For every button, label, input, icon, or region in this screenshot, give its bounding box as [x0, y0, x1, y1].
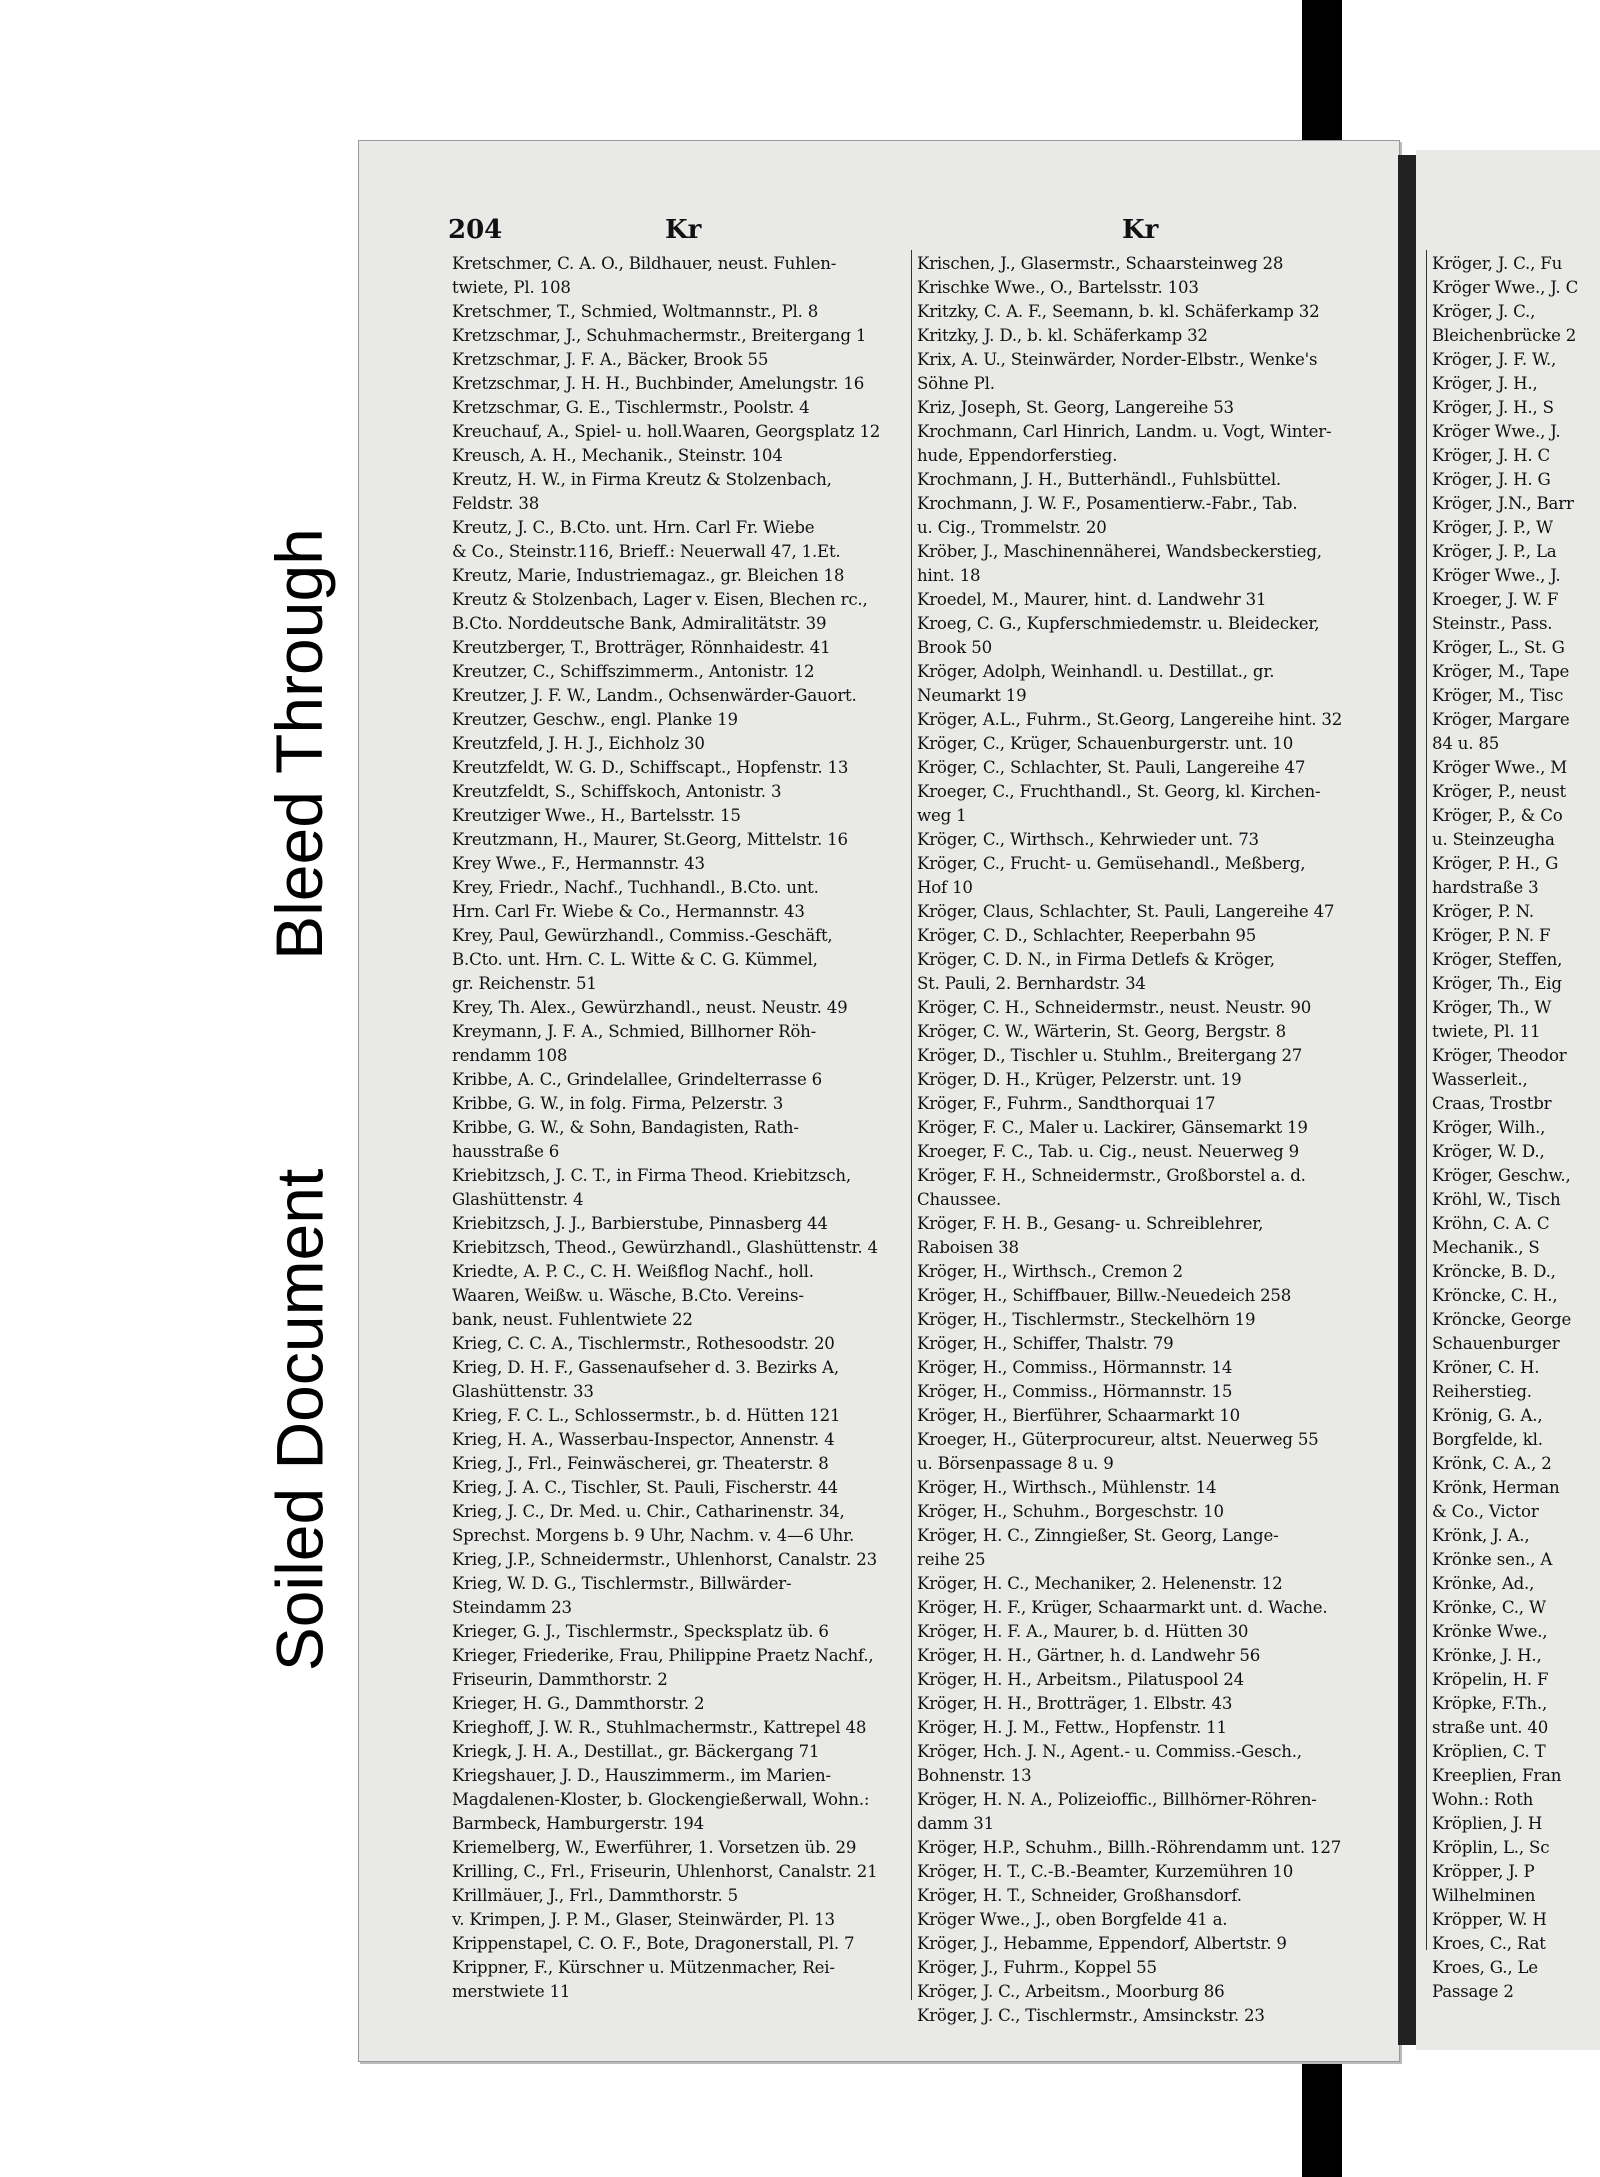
directory-entry-line: Kreeplien, Fran	[1432, 1766, 1562, 1785]
directory-entry-line: Krieger, H. G., Dammthorstr. 2	[452, 1694, 705, 1713]
directory-entry-line: weg 1	[917, 806, 967, 825]
directory-entry-line: Kroes, G., Le	[1432, 1958, 1538, 1977]
directory-entry-line: Kreutzberger, T., Brotträger, Rönnhaidestr. 41	[452, 638, 831, 657]
directory-entry-line: Kröger, Theodor	[1432, 1046, 1567, 1065]
directory-entry-line: Kroedel, M., Maurer, hint. d. Landwehr 31	[917, 590, 1267, 609]
directory-entry-line: Kröger, H. H., Arbeitsm., Pilatuspool 24	[917, 1670, 1244, 1689]
header-right: Kr	[1122, 215, 1159, 245]
directory-entry-line: Kröger, C., Krüger, Schauenburgerstr. unt. 10	[917, 734, 1294, 753]
directory-entry-line: Kröhl, W., Tisch	[1432, 1190, 1561, 1209]
directory-entry-line: reihe 25	[917, 1550, 986, 1569]
directory-entry-line: Wilhelminen	[1432, 1886, 1536, 1905]
directory-entry-line: Kröger, Steffen,	[1432, 950, 1563, 969]
directory-entry-line: Kreutzer, C., Schiffszimmerm., Antonistr. 12	[452, 662, 815, 681]
directory-entry-line: Krönig, G. A.,	[1432, 1406, 1543, 1425]
directory-entry-line: Kröger, J. H.,	[1432, 374, 1538, 393]
directory-entry-line: Kreutzer, Geschw., engl. Planke 19	[452, 710, 738, 729]
directory-entry-line: Kröber, J., Maschinennäherei, Wandsbeckerstieg,	[917, 542, 1322, 561]
directory-entry-line: Kreusch, A. H., Mechanik., Steinstr. 104	[452, 446, 783, 465]
directory-entry-line: Kröger, J. H. C	[1432, 446, 1551, 465]
column-next-page	[1432, 252, 1600, 2004]
directory-entry-line: Kröger, C., Frucht- u. Gemüsehandl., Meßberg,	[917, 854, 1306, 873]
directory-entry-line: Krippenstapel, C. O. F., Bote, Dragonerstall, Pl. 7	[452, 1934, 855, 1953]
directory-entry-line: Hof 10	[917, 878, 973, 897]
directory-entry-line: Kröger, J. C., Tischlermstr., Amsinckstr. 23	[917, 2006, 1265, 2025]
directory-entry-line: u. Steinzeugha	[1432, 830, 1555, 849]
directory-entry-line: Kröger, J. C.,	[1432, 302, 1536, 321]
directory-entry-line: Krieg, H. A., Wasserbau-Inspector, Annenstr. 4	[452, 1430, 835, 1449]
directory-entry-line: Kröhn, C. A. C	[1432, 1214, 1550, 1233]
directory-entry-line: merstwiete 11	[452, 1982, 571, 2001]
directory-entry-line: Glashüttenstr. 4	[452, 1190, 584, 1209]
directory-entry-line: Kröger, Claus, Schlachter, St. Pauli, Langereihe 47	[917, 902, 1335, 921]
directory-entry-line: Kreutzfeld, J. H. J., Eichholz 30	[452, 734, 705, 753]
directory-entry-line: Steinstr., Pass.	[1432, 614, 1553, 633]
directory-entry-line: Brook 50	[917, 638, 992, 657]
directory-entry-line: Kribbe, A. C., Grindelallee, Grindelterrasse 6	[452, 1070, 823, 1089]
directory-entry-line: Kröger, H. T., Schneider, Großhansdorf.	[917, 1886, 1242, 1905]
directory-entry-line: Kreutz, H. W., in Firma Kreutz & Stolzenbach,	[452, 470, 832, 489]
directory-entry-line: Krochmann, Carl Hinrich, Landm. u. Vogt, Winter-	[917, 422, 1332, 441]
directory-entry-line: Kretzschmar, J. F. A., Bäcker, Brook 55	[452, 350, 769, 369]
directory-entry-line: St. Pauli, 2. Bernhardstr. 34	[917, 974, 1146, 993]
directory-entry-line: hude, Eppendorferstieg.	[917, 446, 1118, 465]
directory-entry-line: Krochmann, J. H., Butterhändl., Fuhlsbüttel.	[917, 470, 1282, 489]
directory-entry-line: twiete, Pl. 11	[1432, 1022, 1541, 1041]
bleed-through-label	[240, 447, 358, 1040]
directory-entry-line: Wohn.: Roth	[1432, 1790, 1534, 1809]
directory-entry-line: Kriegshauer, J. D., Hauszimmerm., im Marien-	[452, 1766, 831, 1785]
directory-entry-line: hardstraße 3	[1432, 878, 1539, 897]
directory-entry-line: Chaussee.	[917, 1190, 1002, 1209]
directory-entry-line: v. Krimpen, J. P. M., Glaser, Steinwärder, Pl. 13	[452, 1910, 835, 1929]
directory-entry-line: hausstraße 6	[452, 1142, 560, 1161]
directory-entry-line: Krieg, C. C. A., Tischlermstr., Rothesoodstr. 20	[452, 1334, 835, 1353]
directory-entry-line: Kröger, H., Bierführer, Schaarmarkt 10	[917, 1406, 1241, 1425]
directory-entry-line: u. Cig., Trommelstr. 20	[917, 518, 1107, 537]
directory-entry-line: Kröger, H. N. A., Polizeioffic., Billhörner-Röhren-	[917, 1790, 1317, 1809]
directory-entry-line: Kröger, H., Tischlermstr., Steckelhörn 19	[917, 1310, 1256, 1329]
directory-entry-line: Kritzky, C. A. F., Seemann, b. kl. Schäferkamp 32	[917, 302, 1320, 321]
directory-entry-line: Kröger, A.L., Fuhrm., St.Georg, Langereihe hint. 32	[917, 710, 1343, 729]
directory-entry-line: Kröger, H. F. A., Maurer, b. d. Hütten 30	[917, 1622, 1249, 1641]
directory-entry-line: & Co., Steinstr.116, Brieff.: Neuerwall 47, 1.Et.	[452, 542, 841, 561]
directory-entry-line: Kröpelin, H. F	[1432, 1670, 1549, 1689]
directory-entry-line: Kröger, F. C., Maler u. Lackirer, Gänsemarkt 19	[917, 1118, 1308, 1137]
directory-entry-line: Kröner, C. H.	[1432, 1358, 1540, 1377]
directory-entry-line: Kroeger, C., Fruchthandl., St. Georg, kl. Kirchen-	[917, 782, 1321, 801]
directory-entry-line: Krönk, C. A., 2	[1432, 1454, 1552, 1473]
directory-entry-line: Krieg, J., Frl., Feinwäscherei, gr. Theaterstr. 8	[452, 1454, 829, 1473]
directory-entry-line: Kröger, L., St. G	[1432, 638, 1565, 657]
directory-entry-line: Kröger, C., Schlachter, St. Pauli, Langereihe 47	[917, 758, 1306, 777]
directory-entry-line: Waaren, Weißw. u. Wäsche, B.Cto. Vereins-	[452, 1286, 804, 1305]
directory-entry-line: bank, neust. Fuhlentwiete 22	[452, 1310, 693, 1329]
directory-entry-line: Kroes, C., Rat	[1432, 1934, 1546, 1953]
directory-entry-line: Barmbeck, Hamburgerstr. 194	[452, 1814, 704, 1833]
directory-entry-line: Bleichenbrücke 2	[1432, 326, 1577, 345]
directory-entry-line: Kröger, J. P., W	[1432, 518, 1553, 537]
directory-entry-line: Kröger, C. H., Schneidermstr., neust. Neustr. 90	[917, 998, 1312, 1017]
directory-entry-line: Kröger, H., Schiffbauer, Billw.-Neuedeich 258	[917, 1286, 1292, 1305]
directory-entry-line: Krieger, G. J., Tischlermstr., Specksplatz üb. 6	[452, 1622, 829, 1641]
directory-entry-line: Kribbe, G. W., & Sohn, Bandagisten, Rath-	[452, 1118, 799, 1137]
directory-entry-line: Kröger, P. N.	[1432, 902, 1534, 921]
directory-entry-line: Kriebitzsch, J. J., Barbierstube, Pinnasberg 44	[452, 1214, 828, 1233]
directory-entry-line: Krochmann, J. W. F., Posamentierw.-Fabr., Tab.	[917, 494, 1298, 513]
page-gutter-line	[1426, 250, 1427, 1950]
directory-entry-line: Kriebitzsch, J. C. T., in Firma Theod. Kriebitzsch,	[452, 1166, 851, 1185]
directory-entry-line: Bohnenstr. 13	[917, 1766, 1032, 1785]
directory-entry-line: Krillmäuer, J., Frl., Dammthorstr. 5	[452, 1886, 738, 1905]
directory-entry-line: Feldstr. 38	[452, 494, 540, 513]
directory-entry-line: Kreutzfeldt, S., Schiffskoch, Antonistr. 3	[452, 782, 782, 801]
directory-entry-line: Kröger, J.N., Barr	[1432, 494, 1574, 513]
directory-entry-line: Hrn. Carl Fr. Wiebe & Co., Hermannstr. 43	[452, 902, 805, 921]
directory-entry-line: Kröger, H. C., Mechaniker, 2. Helenenstr. 12	[917, 1574, 1283, 1593]
directory-entry-line: Kriz, Joseph, St. Georg, Langereihe 53	[917, 398, 1234, 417]
directory-entry-line: Kröger, J., Fuhrm., Koppel 55	[917, 1958, 1157, 1977]
directory-entry-line: Kröger, H. J. M., Fettw., Hopfenstr. 11	[917, 1718, 1227, 1737]
directory-entry-line: Craas, Trostbr	[1432, 1094, 1552, 1113]
directory-entry-line: Kröger Wwe., M	[1432, 758, 1568, 777]
directory-entry-line: Kröger, C. W., Wärterin, St. Georg, Bergstr. 8	[917, 1022, 1286, 1041]
directory-entry-line: Krieg, D. H. F., Gassenaufseher d. 3. Bezirks A,	[452, 1358, 839, 1377]
directory-entry-line: Krieg, J. A. C., Tischler, St. Pauli, Fischerstr. 44	[452, 1478, 839, 1497]
directory-entry-line: Kröger, Margare	[1432, 710, 1570, 729]
directory-entry-line: Kröger, J. C., Arbeitsm., Moorburg 86	[917, 1982, 1225, 2001]
directory-entry-line: twiete, Pl. 108	[452, 278, 571, 297]
directory-entry-line: Kröger, H., Commiss., Hörmannstr. 15	[917, 1382, 1233, 1401]
directory-entry-line: Kröger, H.P., Schuhm., Billh.-Röhrendamm unt. 127	[917, 1838, 1342, 1857]
column-middle	[917, 252, 1379, 2028]
directory-entry-line: Kröger, H., Schiffer, Thalstr. 79	[917, 1334, 1174, 1353]
page-edge	[1398, 155, 1416, 2045]
directory-entry-line: Kreutz, J. C., B.Cto. unt. Hrn. Carl Fr. Wiebe	[452, 518, 815, 537]
directory-entry-line: Krieg, J. C., Dr. Med. u. Chir., Catharinenstr. 34,	[452, 1502, 845, 1521]
directory-entry-line: Kreutzer, J. F. W., Landm., Ochsenwärder-Gauort.	[452, 686, 857, 705]
directory-entry-line: Kröger, D. H., Krüger, Pelzerstr. unt. 19	[917, 1070, 1242, 1089]
directory-entry-line: Kröger, F. H., Schneidermstr., Großborstel a. d.	[917, 1166, 1306, 1185]
directory-entry-line: Krieger, Friederike, Frau, Philippine Praetz Nachf.,	[452, 1646, 874, 1665]
directory-entry-line: Kröncke, B. D.,	[1432, 1262, 1556, 1281]
directory-entry-line: Neumarkt 19	[917, 686, 1027, 705]
directory-entry-line: Kröger, M., Tisc	[1432, 686, 1564, 705]
directory-entry-line: Kroeger, H., Güterprocureur, altst. Neuerweg 55	[917, 1430, 1319, 1449]
column-divider	[911, 250, 912, 2000]
soiled-document-label	[240, 1127, 358, 1713]
directory-entry-line: Krönke sen., A	[1432, 1550, 1553, 1569]
directory-entry-line: Magdalenen-Kloster, b. Glockengießerwall, Wohn.:	[452, 1790, 870, 1809]
directory-entry-line: Kröpke, F.Th.,	[1432, 1694, 1548, 1713]
directory-entry-line: Kretzschmar, G. E., Tischlermstr., Poolstr. 4	[452, 398, 810, 417]
directory-entry-line: Kreutz & Stolzenbach, Lager v. Eisen, Blechen rc.,	[452, 590, 868, 609]
directory-entry-line: Kröger, H. T., C.-B.-Beamter, Kurzemühren 10	[917, 1862, 1294, 1881]
directory-entry-line: Söhne Pl.	[917, 374, 995, 393]
directory-entry-line: Kröpper, J. P	[1432, 1862, 1535, 1881]
directory-entry-line: Kröger, J. P., La	[1432, 542, 1557, 561]
soiled-document-text: Soiled Document	[262, 1168, 337, 1672]
directory-entry-line: Kröger, M., Tape	[1432, 662, 1570, 681]
directory-entry-line: Kröger, H. H., Gärtner, h. d. Landwehr 56	[917, 1646, 1261, 1665]
directory-entry-line: hint. 18	[917, 566, 981, 585]
directory-entry-line: Krieghoff, J. W. R., Stuhlmachermstr., Kattrepel 48	[452, 1718, 867, 1737]
header-left: Kr	[665, 215, 702, 245]
directory-entry-line: B.Cto. unt. Hrn. C. L. Witte & C. G. Kümmel,	[452, 950, 818, 969]
directory-entry-line: straße unt. 40	[1432, 1718, 1549, 1737]
directory-entry-line: Kroeger, F. C., Tab. u. Cig., neust. Neuerweg 9	[917, 1142, 1299, 1161]
directory-entry-line: Friseurin, Dammthorstr. 2	[452, 1670, 668, 1689]
directory-entry-line: Mechanik., S	[1432, 1238, 1540, 1257]
directory-entry-line: Kröger, H., Commiss., Hörmannstr. 14	[917, 1358, 1233, 1377]
directory-entry-line: rendamm 108	[452, 1046, 568, 1065]
directory-entry-line: Kröger, W. D.,	[1432, 1142, 1545, 1161]
directory-entry-line: Kröger, P. N. F	[1432, 926, 1551, 945]
directory-entry-line: Kröger, C., Wirthsch., Kehrwieder unt. 73	[917, 830, 1259, 849]
directory-entry-line: Kröger, J. C., Fu	[1432, 254, 1563, 273]
directory-entry-line: Krix, A. U., Steinwärder, Norder-Elbstr., Wenke's	[917, 350, 1318, 369]
directory-entry-line: Krönke, Ad.,	[1432, 1574, 1535, 1593]
bleed-through-text: Bleed Through	[262, 527, 336, 960]
directory-entry-line: Krieg, J.P., Schneidermstr., Uhlenhorst, Canalstr. 23	[452, 1550, 877, 1569]
directory-entry-line: Kroeg, C. G., Kupferschmiedemstr. u. Bleidecker,	[917, 614, 1320, 633]
directory-entry-line: Kröncke, C. H.,	[1432, 1286, 1558, 1305]
directory-entry-line: Kröger, H., Wirthsch., Mühlenstr. 14	[917, 1478, 1217, 1497]
directory-entry-line: Kröger Wwe., J., oben Borgfelde 41 a.	[917, 1910, 1228, 1929]
directory-entry-line: Kröger, Adolph, Weinhandl. u. Destillat., gr.	[917, 662, 1275, 681]
directory-entry-line: Kröger, Hch. J. N., Agent.- u. Commiss.-Gesch.,	[917, 1742, 1302, 1761]
directory-entry-line: Kröplin, L., Sc	[1432, 1838, 1550, 1857]
directory-entry-line: Kretschmer, T., Schmied, Woltmannstr., Pl. 8	[452, 302, 819, 321]
directory-entry-line: Krey, Paul, Gewürzhandl., Commiss.-Geschäft,	[452, 926, 833, 945]
directory-entry-line: Kretschmer, C. A. O., Bildhauer, neust. Fuhlen-	[452, 254, 837, 273]
directory-entry-line: damm 31	[917, 1814, 994, 1833]
directory-entry-line: Kröger, J. H., S	[1432, 398, 1554, 417]
page-number: 204	[448, 215, 503, 245]
directory-entry-line: Krönk, Herman	[1432, 1478, 1560, 1497]
directory-entry-line: Kröger, J. F. W.,	[1432, 350, 1557, 369]
directory-entry-line: Kriegk, J. H. A., Destillat., gr. Bäckergang 71	[452, 1742, 820, 1761]
directory-entry-line: Kröger, Wilh.,	[1432, 1118, 1546, 1137]
directory-entry-line: Krönke Wwe.,	[1432, 1622, 1548, 1641]
directory-entry-line: Borgfelde, kl.	[1432, 1430, 1543, 1449]
directory-entry-line: Steindamm 23	[452, 1598, 572, 1617]
directory-entry-line: Krönk, J. A.,	[1432, 1526, 1530, 1545]
directory-entry-line: Kröger Wwe., J. C	[1432, 278, 1579, 297]
directory-entry-line: gr. Reichenstr. 51	[452, 974, 597, 993]
directory-entry-line: Krippner, F., Kürschner u. Mützenmacher, Rei-	[452, 1958, 835, 1977]
directory-entry-line: Raboisen 38	[917, 1238, 1019, 1257]
directory-entry-line: Kröger, F. H. B., Gesang- u. Schreiblehrer,	[917, 1214, 1264, 1233]
directory-entry-line: B.Cto. Norddeutsche Bank, Admiralitätstr. 39	[452, 614, 827, 633]
directory-entry-line: Kröger, D., Tischler u. Stuhlm., Breitergang 27	[917, 1046, 1303, 1065]
directory-entry-line: Kröger Wwe., J.	[1432, 566, 1561, 585]
directory-entry-line: Kroeger, J. W. F	[1432, 590, 1559, 609]
directory-entry-line: Kröger, H. H., Brotträger, 1. Elbstr. 43	[917, 1694, 1233, 1713]
directory-entry-line: Kribbe, G. W., in folg. Firma, Pelzerstr. 3	[452, 1094, 784, 1113]
column-left	[452, 252, 906, 2004]
directory-entry-line: Krey, Friedr., Nachf., Tuchhandl., B.Cto. unt.	[452, 878, 819, 897]
directory-entry-line: Krey Wwe., F., Hermannstr. 43	[452, 854, 705, 873]
directory-entry-line: Kreuchauf, A., Spiel- u. holl.Waaren, Georgsplatz 12	[452, 422, 881, 441]
directory-entry-line: Krieg, F. C. L., Schlossermstr., b. d. Hütten 121	[452, 1406, 841, 1425]
directory-entry-line: Kreutzmann, H., Maurer, St.Georg, Mittelstr. 16	[452, 830, 848, 849]
directory-entry-line: Kröger, J. H. G	[1432, 470, 1551, 489]
directory-entry-line: Kröger, H. C., Zinngießer, St. Georg, Lange-	[917, 1526, 1279, 1545]
directory-entry-line: Kröplien, J. H	[1432, 1814, 1543, 1833]
directory-entry-line: Kröger, P., & Co	[1432, 806, 1563, 825]
directory-entry-line: Kröger, H., Wirthsch., Cremon 2	[917, 1262, 1183, 1281]
directory-entry-line: Kritzky, J. D., b. kl. Schäferkamp 32	[917, 326, 1208, 345]
binding-shadow	[1302, 0, 1342, 150]
directory-entry-line: Kreutziger Wwe., H., Bartelsstr. 15	[452, 806, 741, 825]
directory-entry-line: Kröger Wwe., J.	[1432, 422, 1561, 441]
directory-entry-line: Kröger, C. D. N., in Firma Detlefs & Kröger,	[917, 950, 1275, 969]
directory-entry-line: Wasserleit.,	[1432, 1070, 1528, 1089]
directory-entry-line: Kreymann, J. F. A., Schmied, Billhorner Röh-	[452, 1022, 817, 1041]
directory-entry-line: Passage 2	[1432, 1982, 1514, 2001]
directory-entry-line: Kröger, P. H., G	[1432, 854, 1559, 873]
directory-entry-line: Krieg, W. D. G., Tischlermstr., Billwärder-	[452, 1574, 792, 1593]
directory-entry-line: Kreutz, Marie, Industriemagaz., gr. Bleichen 18	[452, 566, 845, 585]
directory-entry-line: Kreutzfeldt, W. G. D., Schiffscapt., Hopfenstr. 13	[452, 758, 849, 777]
directory-entry-line: Kröpper, W. H	[1432, 1910, 1547, 1929]
directory-entry-line: Kretzschmar, J., Schuhmachermstr., Breitergang 1	[452, 326, 867, 345]
directory-entry-line: Krönke, J. H.,	[1432, 1646, 1542, 1665]
directory-entry-line: Kröger, J., Hebamme, Eppendorf, Albertstr. 9	[917, 1934, 1287, 1953]
directory-entry-line: Kriebitzsch, Theod., Gewürzhandl., Glashüttenstr. 4	[452, 1238, 878, 1257]
directory-entry-line: u. Börsenpassage 8 u. 9	[917, 1454, 1114, 1473]
directory-entry-line: Sprechst. Morgens b. 9 Uhr, Nachm. v. 4—6 Uhr.	[452, 1526, 855, 1545]
directory-entry-line: Kröplien, C. T	[1432, 1742, 1546, 1761]
directory-entry-line: Kröger, Th., W	[1432, 998, 1552, 1017]
directory-entry-line: Krischke Wwe., O., Bartelsstr. 103	[917, 278, 1199, 297]
directory-entry-line: Kröger, C. D., Schlachter, Reeperbahn 95	[917, 926, 1257, 945]
directory-entry-line: Kriemelberg, W., Ewerführer, 1. Vorsetzen üb. 29	[452, 1838, 857, 1857]
directory-entry-line: Kröger, F., Fuhrm., Sandthorquai 17	[917, 1094, 1216, 1113]
directory-entry-line: Kröger, H., Schuhm., Borgeschstr. 10	[917, 1502, 1224, 1521]
directory-entry-line: Kretzschmar, J. H. H., Buchbinder, Amelungstr. 16	[452, 374, 865, 393]
directory-entry-line: Krey, Th. Alex., Gewürzhandl., neust. Neustr. 49	[452, 998, 848, 1017]
directory-entry-line: & Co., Victor	[1432, 1502, 1539, 1521]
directory-entry-line: Schauenburger	[1432, 1334, 1560, 1353]
directory-entry-line: Kröger, H. F., Krüger, Schaarmarkt unt. d. Wache.	[917, 1598, 1328, 1617]
directory-entry-line: Kröncke, George	[1432, 1310, 1572, 1329]
directory-entry-line: 84 u. 85	[1432, 734, 1500, 753]
directory-entry-line: Kröger, Th., Eig	[1432, 974, 1562, 993]
directory-entry-line: Kröger, Geschw.,	[1432, 1166, 1571, 1185]
directory-entry-line: Krilling, C., Frl., Friseurin, Uhlenhorst, Canalstr. 21	[452, 1862, 878, 1881]
directory-entry-line: Glashüttenstr. 33	[452, 1382, 594, 1401]
directory-entry-line: Kriedte, A. P. C., C. H. Weißflog Nachf., holl.	[452, 1262, 814, 1281]
directory-entry-line: Kröger, P., neust	[1432, 782, 1567, 801]
directory-entry-line: Reiherstieg.	[1432, 1382, 1532, 1401]
directory-entry-line: Krischen, J., Glasermstr., Schaarsteinweg 28	[917, 254, 1284, 273]
directory-entry-line: Krönke, C., W	[1432, 1598, 1546, 1617]
